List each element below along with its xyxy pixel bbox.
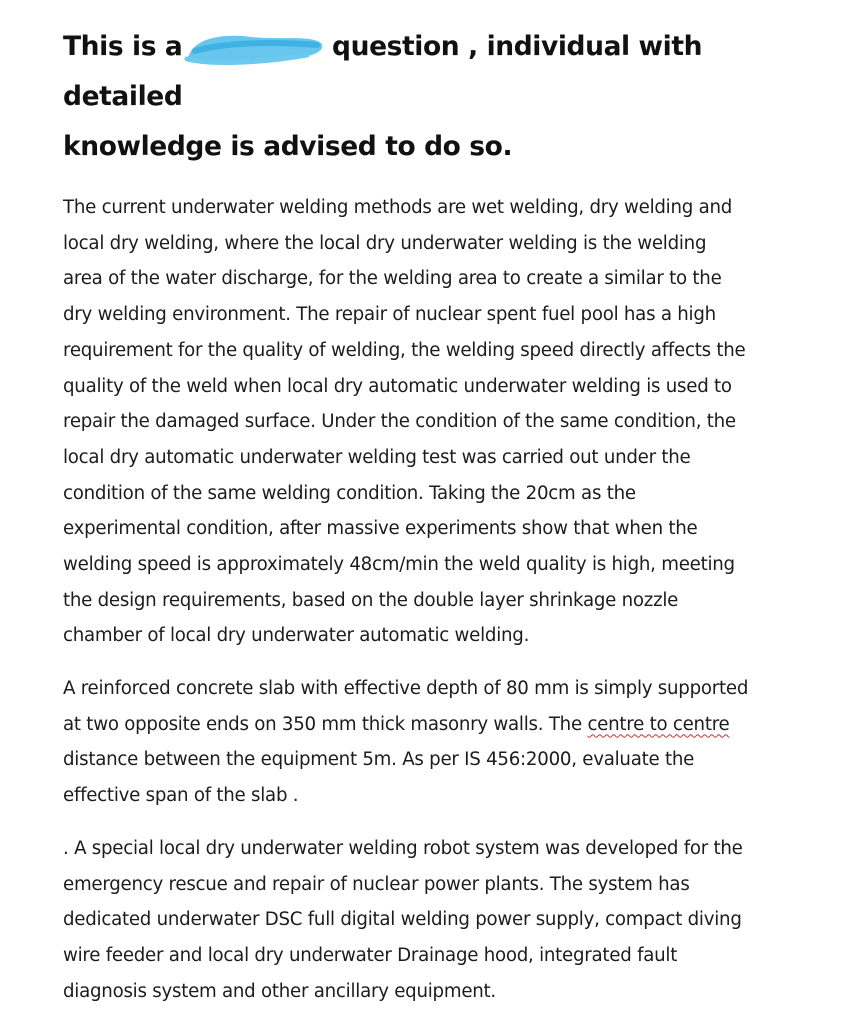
heading-prefix: This is a [63, 31, 183, 62]
text-line: distance between the equipment 5m. As per IS 456:2000, evaluate the [63, 749, 695, 771]
text-line: condition of the same welding condition. Taking the 20cm as the [63, 482, 636, 504]
redaction-scribble [181, 25, 331, 69]
text-line: experimental condition, after massive experiments show that when the [63, 518, 698, 540]
text-line: effective span of the slab . [63, 785, 299, 807]
paragraph-slab-question [63, 671, 823, 814]
text-line: The current underwater welding methods are wet welding, dry welding and [63, 197, 733, 218]
text-line: emergency rescue and repair of nuclear power plants. The system has [63, 873, 690, 895]
text-line: wire feeder and local dry underwater Drainage hood, integrated fault [63, 945, 678, 967]
paragraph-welding-methods [63, 190, 823, 654]
text-line: repair the damaged surface. Under the condition of the same condition, the [63, 411, 736, 433]
text-line: local dry automatic underwater welding test was carried out under the [63, 446, 691, 468]
text-line: requirement for the quality of welding, the welding speed directly affects the [63, 339, 746, 361]
paragraph-robot-system [63, 831, 823, 1010]
spellcheck-flagged-text: centre to centre [587, 713, 730, 735]
text-line [63, 707, 823, 743]
heading-line-1 [63, 22, 823, 122]
text-line: quality of the weld when local dry automatic underwater welding is used to [63, 375, 732, 397]
text-line: . A special local dry underwater welding robot system was developed for the [63, 838, 743, 859]
text-line: diagnosis system and other ancillary equipment. [63, 980, 496, 1002]
text-line: dedicated underwater DSC full digital welding power supply, compact diving [63, 909, 742, 931]
heading-suffix: question , individual with detailed [63, 31, 703, 112]
text-line: area of the water discharge, for the welding area to create a similar to the [63, 268, 722, 290]
text-line: A reinforced concrete slab with effective depth of 80 mm is simply supported [63, 678, 749, 699]
text-line: local dry welding, where the local dry underwater welding is the welding [63, 232, 707, 254]
text-line: dry welding environment. The repair of nuclear spent fuel pool has a high [63, 304, 716, 326]
redaction-mark [191, 31, 323, 61]
question-heading [63, 22, 823, 172]
text-fragment: at two opposite ends on 350 mm thick masonry walls. The [63, 713, 588, 735]
text-line: welding speed is approximately 48cm/min the weld quality is high, meeting [63, 554, 735, 576]
text-line: the design requirements, based on the double layer shrinkage nozzle [63, 589, 679, 611]
text-line: chamber of local dry underwater automatic welding. [63, 625, 530, 647]
heading-line-2: knowledge is advised to do so. [63, 131, 513, 162]
